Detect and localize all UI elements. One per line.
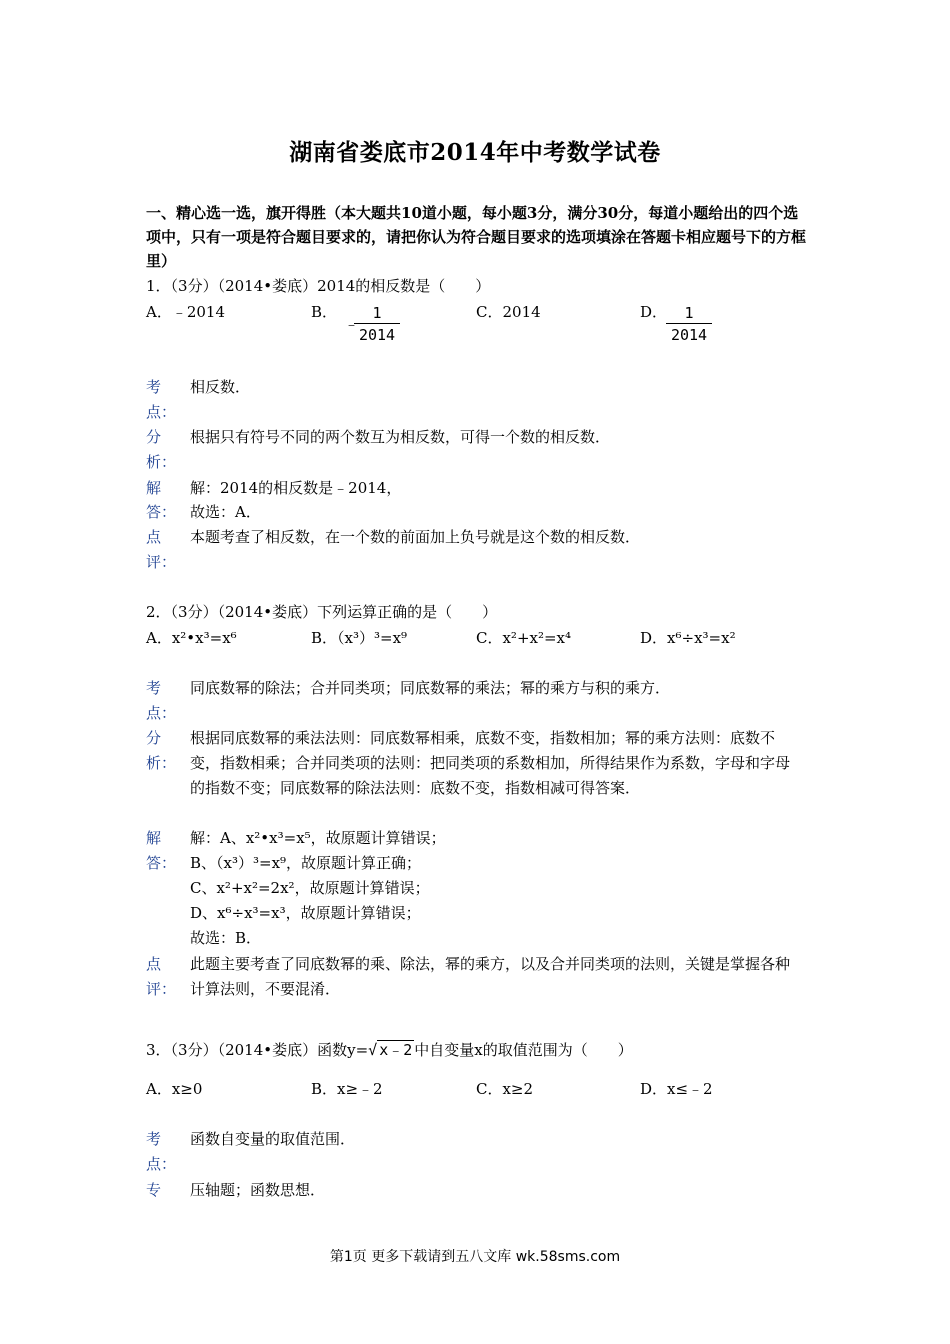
q1-jieda-line1: 解：2014的相反数是﹣2014，: [190, 479, 402, 497]
q3-option-d: D．x≤﹣2: [640, 1080, 713, 1098]
q2-jieda-line5: 故选：B．: [190, 929, 262, 947]
q1-fenxi: 根据只有符号不同的两个数互为相反数，可得一个数的相反数．: [190, 428, 611, 446]
q2-jieda-line1: 解：A、x²•x³=x⁵，故原题计算错误；: [190, 829, 446, 847]
q3-radical-sign: √: [368, 1041, 378, 1059]
q2-label-jie: 解: [146, 829, 162, 847]
q2-kaodian: 同底数幂的除法；合并同类项；同底数幂的乘法；幂的乘方与积的乘方．: [190, 679, 671, 697]
q2-label-xi: 析：: [146, 754, 177, 772]
q1-option-a: A．﹣2014: [146, 303, 226, 321]
q1-b-denominator: 2014: [358, 326, 396, 344]
q2-option-d: D．x⁶÷x³=x²: [640, 629, 736, 647]
q2-stem: 2．（3分）（2014•娄底）下列运算正确的是（ ）: [146, 603, 498, 621]
q1-dianping: 本题考查了相反数，在一个数的前面加上负号就是这个数的相反数．: [190, 528, 641, 546]
q2-option-c: C．x²+x²=x⁴: [476, 629, 572, 647]
q1-label-fen: 分: [146, 428, 162, 446]
q3-option-c: C．x≥2: [476, 1080, 534, 1098]
q3-stem-prefix: 3．（3分）（2014•娄底）函数y=: [146, 1041, 369, 1059]
q1-label-jie: 解: [146, 479, 162, 497]
q1-label-kao: 考: [146, 378, 162, 396]
q1-d-denominator: 2014: [670, 326, 708, 344]
q1-option-b-fraction: [354, 304, 400, 344]
q1-option-d-label: D．: [640, 303, 668, 321]
q1-option-b-sign: ﹣: [344, 315, 360, 333]
page-title: 湖南省娄底市2014年中考数学试卷: [289, 139, 661, 166]
q1-d-fraction-bar: [666, 323, 712, 324]
q3-radicand: x﹣2: [379, 1041, 413, 1059]
q3-kaodian: 函数自变量的取值范围．: [190, 1130, 356, 1148]
q1-stem: 1．（3分）（2014•娄底）2014的相反数是（ ）: [146, 277, 491, 295]
q3-label-zhuan: 专: [146, 1181, 162, 1199]
q1-b-numerator: 1: [372, 304, 382, 322]
q3-zhuanti: 压轴题；函数思想．: [190, 1181, 326, 1199]
q1-label-dian: 点：: [146, 403, 177, 421]
q2-label-kao: 考: [146, 679, 162, 697]
q1-b-fraction-bar: [354, 323, 400, 324]
q2-jieda-line2: B、（x³）³=x⁹，故原题计算正确；: [190, 854, 422, 872]
q1-jieda-line2: 故选：A．: [190, 503, 261, 521]
q2-label-da: 答：: [146, 854, 177, 872]
q2-jieda-line3: C、x²+x²=2x²，故原题计算错误；: [190, 879, 430, 897]
q3-sqrt-expression: [368, 1040, 414, 1060]
q2-jieda-line4: D、x⁶÷x³=x³，故原题计算错误；: [190, 904, 421, 922]
q2-label-dian: 点：: [146, 704, 177, 722]
q2-label-dianping-2: 评：: [146, 980, 177, 998]
q3-stem: [146, 1040, 633, 1060]
q2-option-a: A．x²•x³=x⁶: [146, 629, 237, 647]
q3-stem-suffix: 中自变量x的取值范围为（ ）: [414, 1041, 633, 1059]
q1-option-b-label: B．: [311, 303, 338, 321]
page-footer: 第1页 更多下载请到五八文库 wk.58sms.com: [329, 1249, 621, 1265]
q2-option-b: B．（x³）³=x⁹: [311, 629, 408, 647]
q1-option-d-fraction: [666, 304, 712, 344]
q2-label-dianping-1: 点: [146, 955, 162, 973]
q1-kaodian: 相反数．: [190, 378, 251, 396]
q2-fenxi: 根据同底数幂的乘法法则：同底数幂相乘，底数不变，指数相加；幂的乘方法则：底数不变，指数相乘；合并同类项的法则：把同类项的系数相加，所得结果作为系数，字母和字母的指数不变；同底数幂的除法法则：底数不变，指数相减可得答案．: [190, 729, 791, 797]
q3-option-b: B．x≥﹣2: [311, 1080, 383, 1098]
q2-label-fen: 分: [146, 729, 162, 747]
q1-label-dianping-1: 点: [146, 528, 162, 546]
q1-label-dianping-2: 评：: [146, 553, 177, 571]
q1-d-numerator: 1: [684, 304, 694, 322]
q3-option-a: A．x≥0: [146, 1080, 203, 1098]
q1-option-c: C．2014: [476, 303, 541, 321]
q2-dianping: 此题主要考查了同底数幂的乘、除法，幂的乘方，以及合并同类项的法则，关键是掌握各种计算法则，不要混淆．: [190, 955, 791, 998]
section-heading: 一、精心选一选，旗开得胜（本大题共10道小题，每小题3分，满分30分，每道小题给出的四个选项中，只有一项是符合题目要求的，请把你认为符合题目要求的选项填涂在答题卡相应题号下的方框里）: [146, 204, 807, 270]
q1-label-xi: 析：: [146, 453, 177, 471]
q3-label-dian: 点：: [146, 1155, 177, 1173]
q1-label-da: 答：: [146, 503, 177, 521]
q3-label-kao: 考: [146, 1130, 162, 1148]
